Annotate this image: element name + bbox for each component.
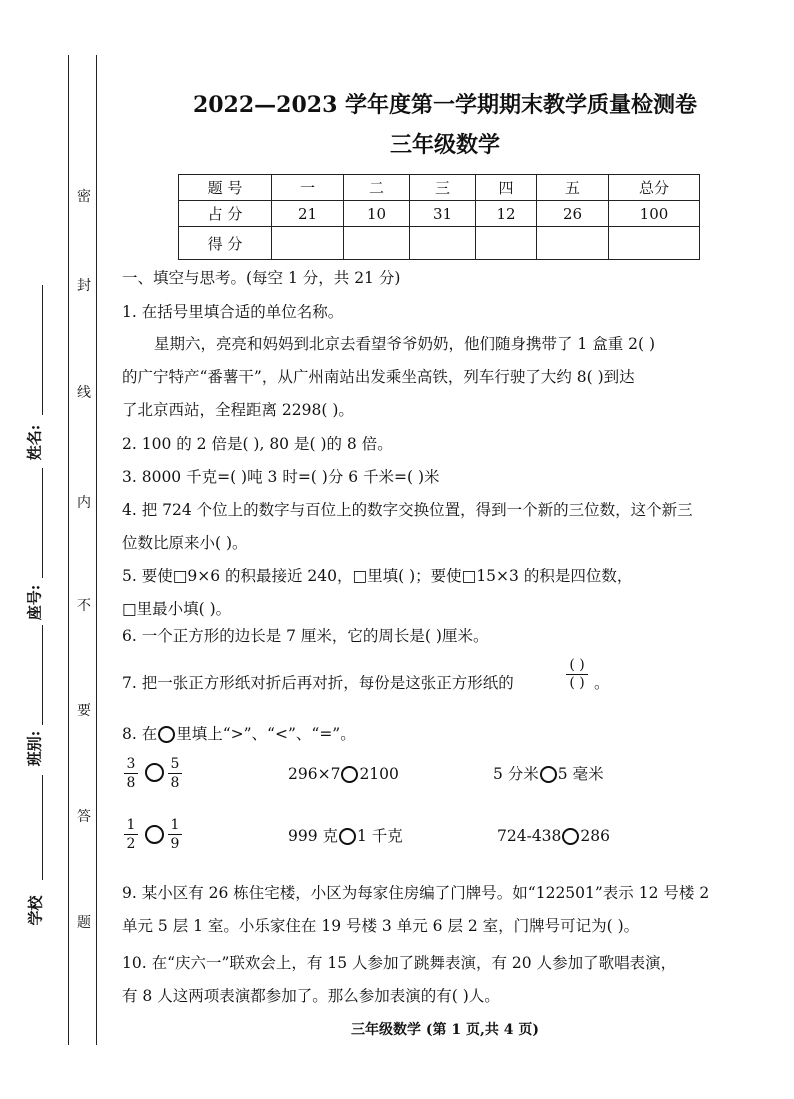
seat-label: 座号:: [25, 584, 44, 621]
q10-line2: 有 8 人这两项表演都参加了。那么参加表演的有( )人。: [122, 987, 500, 1005]
col-header-5: 五: [537, 175, 609, 201]
points-5: 26: [537, 201, 609, 227]
q8-compare-circle-6[interactable]: [562, 828, 579, 845]
row-header-number: 题 号: [179, 175, 272, 201]
seal-char-7: 答: [77, 809, 91, 825]
score-cell-4[interactable]: [476, 227, 537, 260]
q1-title: 1. 在括号里填合适的单位名称。: [122, 303, 344, 321]
q7: 7. 把一张正方形纸对折后再对折，每份是这张正方形纸的: [122, 674, 514, 692]
q8-g-right: 1 千克: [357, 827, 403, 845]
q4-line2: 位数比原来小( )。: [122, 534, 248, 552]
seat-blank[interactable]: [42, 468, 43, 578]
q8-b-fraction: [168, 756, 182, 791]
q8-h-right: 286: [580, 827, 611, 845]
q5-line1: 5. 要使□9×6 的积最接近 240，□里填( )；要使□15×3 的积是四位数，: [122, 567, 633, 585]
q8-e-fraction: [124, 817, 138, 852]
page-subtitle: 三年级数学: [389, 132, 500, 158]
q10-line1: 10. 在“庆六一”联欢会上，有 15 人参加了跳舞表演，有 20 人参加了歌唱表演，: [122, 954, 677, 972]
q8-a-num: 3: [126, 756, 136, 772]
seal-char-3: 线: [77, 385, 91, 401]
binding-line-inner: [96, 55, 97, 1045]
q8-f-den: 9: [170, 836, 180, 852]
q1-line2: 的广宁特产“番薯干”，从广州南站出发乘坐高铁，列车行驶了大约 8( )到达: [122, 368, 635, 386]
points-3: 31: [410, 201, 476, 227]
q8-a-den: 8: [126, 775, 136, 791]
q8-d-left: 5 分米: [493, 765, 539, 783]
q8-c-left: 296×7: [288, 765, 341, 783]
q9-line2: 单元 5 层 1 室。小乐家住在 19 号楼 3 单元 6 层 2 室，门牌号可记为( )。: [122, 917, 640, 935]
binding-line-outer: [68, 55, 69, 1045]
name-blank[interactable]: [42, 285, 43, 415]
q8-compare-circle-1[interactable]: [144, 763, 165, 782]
q8-compare-circle-2[interactable]: [341, 766, 358, 783]
name-label: 姓名:: [25, 424, 44, 461]
q8-prefix: 8. 在: [122, 725, 158, 743]
col-header-total: 总分: [609, 175, 700, 201]
q4-line1: 4. 把 724 个位上的数字与百位上的数字交换位置，得到一个新的三位数，这个新三: [122, 501, 693, 519]
page-footer: 三年级数学 (第 1 页,共 4 页): [351, 1022, 539, 1038]
q8-d: [493, 764, 604, 784]
q8-compare-circle-3[interactable]: [540, 766, 557, 783]
q8-b-den: 8: [170, 775, 180, 791]
q8-b-num: 5: [170, 756, 180, 772]
score-cell-total[interactable]: [609, 227, 700, 260]
q1-line3: 了北京西站，全程距离 2298( )。: [122, 401, 354, 419]
q8-compare-circle-5[interactable]: [339, 828, 356, 845]
q8-a-fraction: [124, 756, 138, 791]
score-cell-3[interactable]: [410, 227, 476, 260]
q6: 6. 一个正方形的边长是 7 厘米，它的周长是( )厘米。: [122, 627, 489, 645]
points-4: 12: [476, 201, 537, 227]
class-label: 班别:: [25, 730, 44, 767]
points-total: 100: [609, 201, 700, 227]
section1-heading: 一、填空与思考。(每空 1 分，共 21 分): [122, 269, 401, 287]
q8-h-left: 724-438: [497, 827, 562, 845]
q8-c: [288, 764, 399, 784]
q7-frac-denominator: ( ): [569, 675, 585, 691]
school-label: 学校: [26, 895, 45, 926]
q8-f-fraction: [168, 817, 182, 852]
q8-h: [497, 826, 610, 846]
seal-char-5: 不: [77, 598, 91, 614]
q8-suffix: 里填上“>”、“<”、“=”。: [176, 725, 356, 743]
q8-e-den: 2: [126, 836, 136, 852]
points-2: 10: [344, 201, 410, 227]
score-table: [178, 174, 700, 260]
col-header-4: 四: [476, 175, 537, 201]
q8-compare-circle-4[interactable]: [144, 825, 165, 844]
q8-g: [288, 826, 403, 846]
q8-e-num: 1: [126, 817, 136, 833]
q8-f-num: 1: [170, 817, 180, 833]
score-cell-2[interactable]: [344, 227, 410, 260]
seal-char-1: 密: [77, 189, 91, 205]
q7-fraction[interactable]: [566, 657, 588, 692]
col-header-1: 一: [272, 175, 344, 201]
q8-c-right: 2100: [359, 765, 399, 783]
q3: 3. 8000 千克=( )吨 3 时=( )分 6 千米=( )米: [122, 468, 440, 486]
class-blank[interactable]: [42, 625, 43, 725]
seal-char-8: 题: [77, 915, 91, 931]
row-header-score: 得 分: [179, 227, 272, 260]
q8-g-left: 999 克: [288, 827, 339, 845]
page-title: 2022—2023 学年度第一学期期末教学质量检测卷: [192, 92, 698, 118]
col-header-2: 二: [344, 175, 410, 201]
q2: 2. 100 的 2 倍是( ), 80 是( )的 8 倍。: [122, 435, 393, 453]
col-header-3: 三: [410, 175, 476, 201]
q7-end: 。: [594, 674, 610, 692]
seal-char-4: 内: [77, 495, 91, 511]
school-blank[interactable]: [42, 775, 43, 880]
q7-frac-numerator: ( ): [569, 657, 585, 673]
q1-line1: 星期六，亮亮和妈妈到北京去看望爷爷奶奶，他们随身携带了 1 盒重 2( ): [154, 335, 656, 353]
points-1: 21: [272, 201, 344, 227]
circle-icon: [158, 726, 175, 743]
q5-line2: □里最小填( )。: [122, 600, 232, 618]
row-header-points: 占 分: [179, 201, 272, 227]
score-cell-1[interactable]: [272, 227, 344, 260]
seal-char-6: 要: [77, 703, 91, 719]
q9-line1: 9. 某小区有 26 栋住宅楼，小区为每家住房编了门牌号。如“122501”表示 12 号楼 2: [122, 884, 710, 902]
q8-instruction: [122, 724, 356, 744]
q8-d-right: 5 毫米: [557, 765, 604, 783]
seal-char-2: 封: [77, 278, 91, 294]
score-cell-5[interactable]: [537, 227, 609, 260]
